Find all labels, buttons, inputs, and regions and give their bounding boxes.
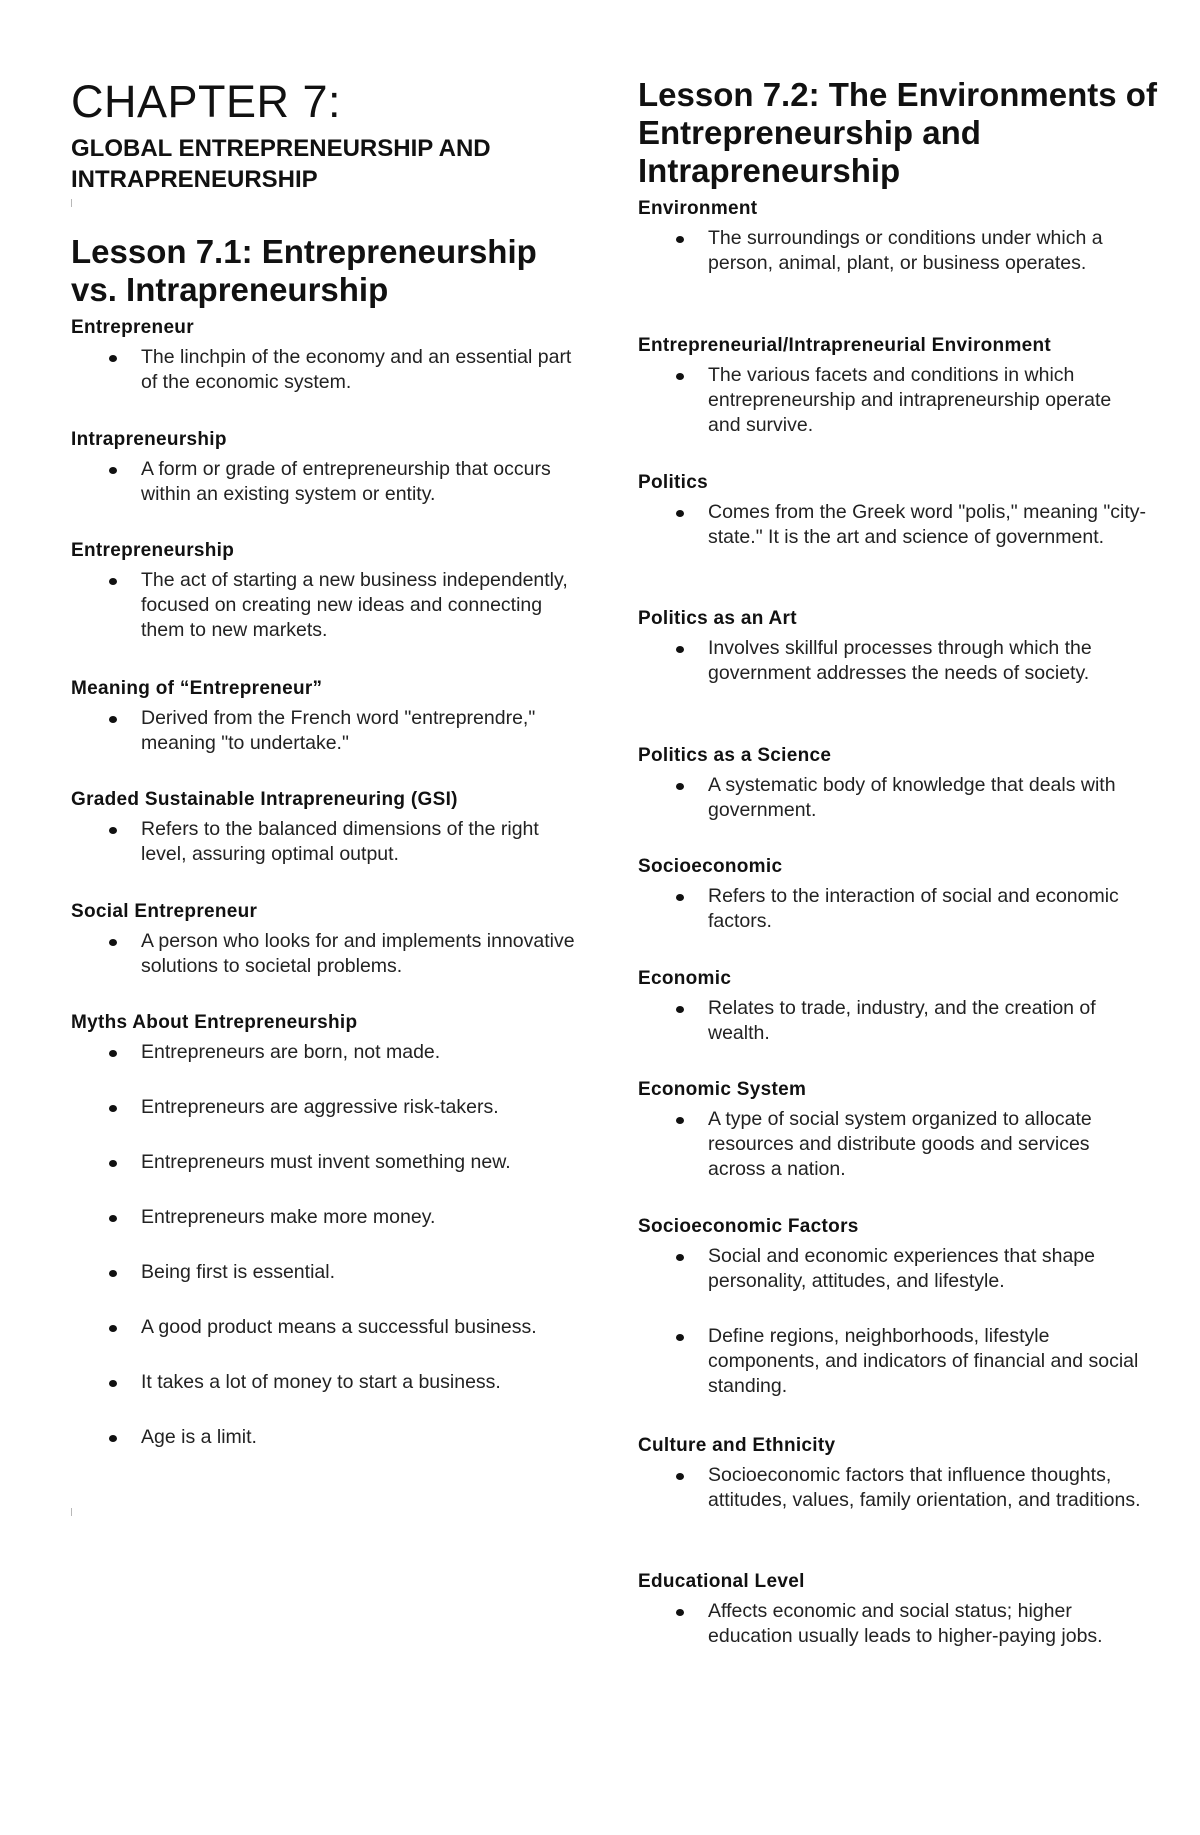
list-item bbox=[638, 226, 1148, 276]
section-politics-as-a-science bbox=[638, 744, 1158, 823]
bullet-icon bbox=[676, 1609, 684, 1616]
bullet-icon bbox=[109, 939, 117, 946]
bullet-icon bbox=[676, 373, 684, 380]
bullet-text: Refers to the interaction of social and economic factors. bbox=[708, 885, 1119, 932]
bullet-list bbox=[638, 1599, 1158, 1649]
list-item bbox=[71, 1425, 581, 1450]
bullet-icon bbox=[109, 716, 117, 723]
bullet-icon bbox=[676, 1254, 684, 1261]
list-item bbox=[71, 817, 581, 867]
term-heading: Socioeconomic bbox=[638, 856, 783, 877]
term-heading: Culture and Ethnicity bbox=[638, 1435, 836, 1456]
bullet-list bbox=[71, 568, 591, 643]
bullet-text: The linchpin of the economy and an essential part of the economic system. bbox=[141, 346, 572, 393]
term-heading: Social Entrepreneur bbox=[71, 901, 258, 922]
bullet-text: The surroundings or conditions under which a person, animal, plant, or business operates. bbox=[708, 227, 1103, 274]
bullet-text: It takes a lot of money to start a business. bbox=[141, 1371, 501, 1393]
term-heading: Entrepreneurship bbox=[71, 540, 235, 561]
list-item bbox=[638, 1107, 1148, 1182]
list-item bbox=[638, 1324, 1148, 1399]
section-myths bbox=[71, 1011, 591, 1480]
bullet-text: Define regions, neighborhoods, lifestyle components, and indicators of financial and social standing. bbox=[708, 1325, 1139, 1397]
term-heading: Entrepreneur bbox=[71, 317, 194, 338]
bullet-icon bbox=[676, 1334, 684, 1341]
list-item bbox=[71, 457, 581, 507]
bullet-icon bbox=[676, 1473, 684, 1480]
list-item bbox=[71, 1260, 581, 1285]
term-heading: Politics as an Art bbox=[638, 608, 797, 629]
bullet-list bbox=[638, 636, 1158, 686]
bullet-text: Relates to trade, industry, and the creation of wealth. bbox=[708, 997, 1096, 1044]
bullet-list bbox=[71, 1040, 591, 1450]
bullet-icon bbox=[109, 467, 117, 474]
section-meaning-of-entrepreneur bbox=[71, 677, 591, 756]
term-heading: Meaning of “Entrepreneur” bbox=[71, 678, 323, 699]
bullet-icon bbox=[109, 1325, 117, 1332]
section-entrepreneurship bbox=[71, 539, 591, 643]
bullet-text: Entrepreneurs are aggressive risk-takers. bbox=[141, 1096, 499, 1118]
bullet-icon bbox=[676, 1006, 684, 1013]
section-culture-and-ethnicity bbox=[638, 1434, 1158, 1513]
bullet-list bbox=[638, 500, 1158, 550]
bullet-icon bbox=[109, 1270, 117, 1277]
bullet-list bbox=[638, 1463, 1158, 1513]
bullet-text: A type of social system organized to allocate resources and distribute goods and services across a nation. bbox=[708, 1108, 1092, 1180]
section-educational-level bbox=[638, 1570, 1158, 1649]
bullet-list bbox=[71, 457, 591, 507]
section-environment bbox=[638, 197, 1158, 276]
bullet-text: Entrepreneurs make more money. bbox=[141, 1206, 436, 1228]
term-heading: Politics as a Science bbox=[638, 745, 832, 766]
term-heading: Intrapreneurship bbox=[71, 429, 227, 450]
section-socioeconomic bbox=[638, 855, 1158, 934]
section-gsi bbox=[71, 788, 591, 867]
bullet-icon bbox=[109, 1435, 117, 1442]
bullet-text: A person who looks for and implements innovative solutions to societal problems. bbox=[141, 930, 575, 977]
bullet-text: Being first is essential. bbox=[141, 1261, 336, 1283]
term-heading: Environment bbox=[638, 198, 758, 219]
bullet-list bbox=[638, 1107, 1158, 1182]
bullet-list bbox=[638, 996, 1158, 1046]
section-intrapreneurship bbox=[71, 428, 591, 507]
bullet-list bbox=[638, 363, 1158, 438]
bullet-list bbox=[638, 773, 1158, 823]
bullet-list bbox=[638, 1244, 1158, 1399]
section-social-entrepreneur bbox=[71, 900, 591, 979]
lesson-1-title: Lesson 7.1: Entrepreneurship vs. Intrapreneurship bbox=[71, 233, 537, 308]
bullet-icon bbox=[109, 355, 117, 362]
bullet-icon bbox=[109, 1215, 117, 1222]
list-item bbox=[638, 773, 1148, 823]
term-heading: Politics bbox=[638, 472, 708, 493]
bullet-text: Social and economic experiences that shape personality, attitudes, and lifestyle. bbox=[708, 1245, 1095, 1292]
section-socioeconomic-factors bbox=[638, 1215, 1158, 1429]
bullet-text: Entrepreneurs must invent something new. bbox=[141, 1151, 511, 1173]
bullet-text: Comes from the Greek word "polis," meaning "city-state." It is the art and science of government. bbox=[708, 501, 1146, 548]
section-entrepreneur bbox=[71, 316, 591, 395]
bullet-text: Entrepreneurs are born, not made. bbox=[141, 1041, 441, 1063]
term-heading: Entrepreneurial/Intrapreneurial Environment bbox=[638, 335, 1052, 356]
bullet-text: Refers to the balanced dimensions of the right level, assuring optimal output. bbox=[141, 818, 539, 865]
section-economic bbox=[638, 967, 1158, 1046]
section-entrepreneurial-environment bbox=[638, 334, 1158, 438]
list-item bbox=[638, 1244, 1148, 1294]
bullet-list bbox=[71, 817, 591, 867]
bullet-icon bbox=[676, 894, 684, 901]
bullet-icon bbox=[109, 1050, 117, 1057]
list-item bbox=[71, 1370, 581, 1395]
chapter-title: CHAPTER 7: bbox=[71, 76, 342, 127]
list-item bbox=[71, 1040, 581, 1065]
list-item bbox=[638, 1463, 1148, 1513]
section-politics bbox=[638, 471, 1158, 550]
bullet-icon bbox=[676, 646, 684, 653]
bullet-list bbox=[71, 345, 591, 395]
bullet-list bbox=[638, 884, 1158, 934]
term-heading: Educational Level bbox=[638, 1571, 805, 1592]
list-item bbox=[71, 706, 581, 756]
bullet-text: The act of starting a new business independently, focused on creating new ideas and connecting them to new markets. bbox=[141, 569, 568, 641]
bullet-text: A form or grade of entrepreneurship that occurs within an existing system or entity. bbox=[141, 458, 551, 505]
term-heading: Socioeconomic Factors bbox=[638, 1216, 859, 1237]
list-item bbox=[638, 363, 1148, 438]
bullet-list bbox=[71, 706, 591, 756]
chapter-subtitle: GLOBAL ENTREPRENEURSHIP AND INTRAPRENEURSHIP bbox=[71, 135, 491, 193]
margin-mark bbox=[71, 199, 72, 207]
list-item bbox=[71, 345, 581, 395]
term-heading: Graded Sustainable Intrapreneuring (GSI) bbox=[71, 789, 458, 810]
list-item bbox=[638, 884, 1148, 934]
bullet-icon bbox=[109, 578, 117, 585]
list-item bbox=[71, 1205, 581, 1230]
bullet-text: The various facets and conditions in which entrepreneurship and intrapreneurship operate and survive. bbox=[708, 364, 1112, 436]
list-item bbox=[638, 996, 1148, 1046]
term-heading: Economic bbox=[638, 968, 732, 989]
lesson-2-title: Lesson 7.2: The Environments of Entrepreneurship and Intrapreneurship bbox=[638, 76, 1157, 189]
margin-mark bbox=[71, 1508, 72, 1516]
bullet-text: A systematic body of knowledge that deals with government. bbox=[708, 774, 1116, 821]
section-economic-system bbox=[638, 1078, 1158, 1182]
bullet-icon bbox=[676, 1117, 684, 1124]
term-heading: Myths About Entrepreneurship bbox=[71, 1012, 358, 1033]
bullet-icon bbox=[109, 827, 117, 834]
bullet-text: Involves skillful processes through which the government addresses the needs of society. bbox=[708, 637, 1092, 684]
bullet-icon bbox=[109, 1380, 117, 1387]
bullet-text: Affects economic and social status; higher education usually leads to higher-paying jobs. bbox=[708, 1600, 1103, 1647]
list-item bbox=[71, 1315, 581, 1340]
term-heading: Economic System bbox=[638, 1079, 807, 1100]
list-item bbox=[71, 1150, 581, 1175]
list-item bbox=[638, 500, 1148, 550]
bullet-text: Socioeconomic factors that influence thoughts, attitudes, values, family orientation, and traditions. bbox=[708, 1464, 1141, 1511]
bullet-icon bbox=[109, 1160, 117, 1167]
bullet-text: Age is a limit. bbox=[141, 1426, 257, 1448]
list-item bbox=[71, 1095, 581, 1120]
bullet-icon bbox=[676, 236, 684, 243]
section-politics-as-an-art bbox=[638, 607, 1158, 686]
list-item bbox=[71, 929, 581, 979]
bullet-text: A good product means a successful business. bbox=[141, 1316, 537, 1338]
bullet-list bbox=[71, 929, 591, 979]
list-item bbox=[638, 1599, 1148, 1649]
bullet-icon bbox=[676, 783, 684, 790]
list-item bbox=[638, 636, 1148, 686]
list-item bbox=[71, 568, 581, 643]
bullet-text: Derived from the French word "entreprendre," meaning "to undertake." bbox=[141, 707, 536, 754]
bullet-icon bbox=[676, 510, 684, 517]
bullet-icon bbox=[109, 1105, 117, 1112]
bullet-list bbox=[638, 226, 1158, 276]
